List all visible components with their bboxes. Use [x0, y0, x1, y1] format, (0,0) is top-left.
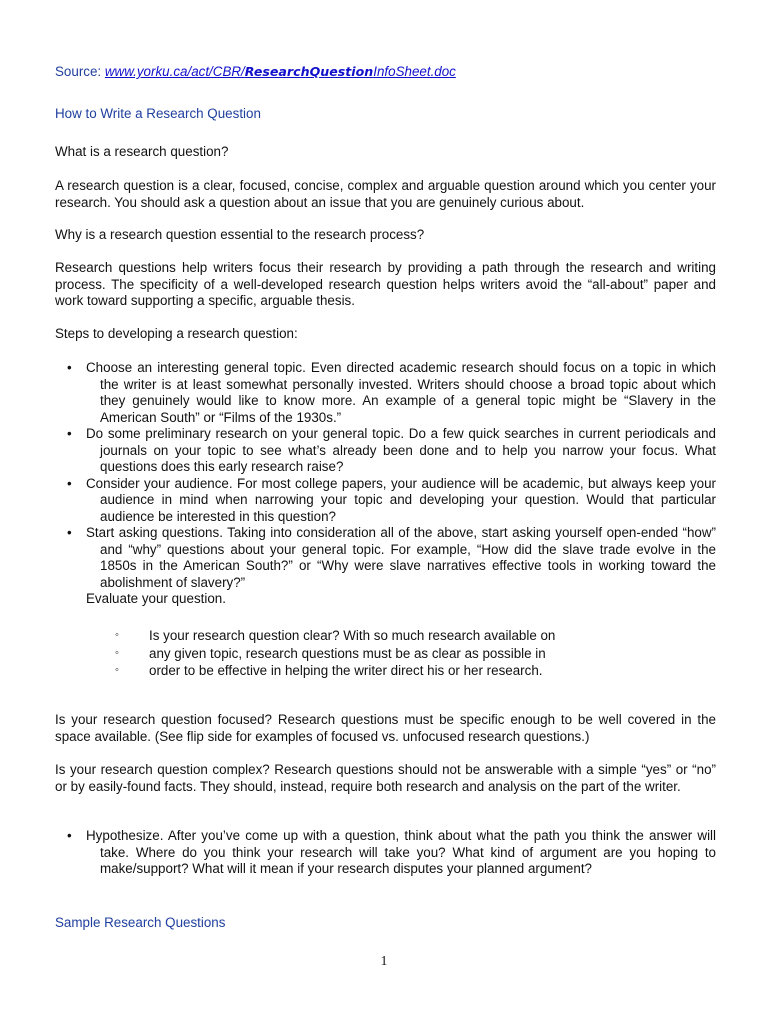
bullet-icon: • [67, 525, 72, 540]
page-number: 1 [380, 953, 388, 968]
hypothesize-list [55, 828, 716, 878]
list-item: ◦ any given topic, research questions must be as clear as possible in [115, 645, 546, 661]
focused-paragraph: Is your research question focused? Research questions must be specific enough to be well covered in the space available. (See flip side for examples of focused vs. unfocused research questions.) [55, 712, 716, 744]
evaluate-line: Evaluate your question. [86, 591, 226, 606]
list-item: • Do some preliminary research on your general topic. Do a few quick searches in current periodicals and journals on your topic to see what’s already been done and to help you narrow your focus. What questions does this early research raise? [67, 426, 716, 474]
definition-paragraph: A research question is a clear, focused, concise, complex and arguable question around which you center your research. You should ask a question about an issue that you are genuinely curious about. [55, 178, 716, 210]
bullet-icon: • [67, 426, 72, 441]
complex-paragraph: Is your research question complex? Research questions should not be answerable with a simple “yes” or “no” or by easily-found facts. They should, instead, require both research and analysis on the part of the writer. [55, 762, 716, 794]
evaluate-list [108, 627, 708, 680]
bullet-icon: • [67, 475, 72, 491]
list-item: ◦ order to be effective in helping the writer direct his or her research. [115, 663, 543, 678]
list-item: • Consider your audience. For most college papers, your audience will be academic, but always keep your audience in mind when narrowing your topic and developing your question. Would that particular audience be interested in this question? [67, 475, 716, 524]
circle-bullet-icon: ◦ [115, 646, 119, 659]
list-item: • Choose an interesting general topic. Even directed academic research should focus on a topic in which the writer is at least somewhat personally invested. Writers should choose a broad topic about which they genuinely would like to know more. An example of a general topic might be “Slavery in the American South” or “Films of the 1930s.” [67, 360, 716, 425]
purpose-paragraph: Research questions help writers focus their research by providing a path through the research and writing process. The specificity of a well-developed research question helps writers avoid the “all-about” paper and work toward supporting a specific, arguable thesis. [55, 260, 716, 308]
bullet-icon: • [67, 360, 72, 375]
list-item: ◦ Is your research question clear? With so much research available on [115, 628, 556, 643]
list-item: • Hypothesize. After you’ve come up with a question, think about what the path you think the answer will take. Where do you think your research will take you? What kind of argument are you hoping to make/support? What will it mean if your research disputes your planned argument? [67, 828, 716, 876]
steps-list [55, 360, 716, 608]
source-link[interactable]: www.yorku.ca/act/CBR/ResearchQuestionInfoSheet.doc [104, 64, 456, 79]
list-item: • Start asking questions. Taking into consideration all of the above, start asking yourself open-ended “how” and “why” questions about your general topic. For example, “How did the slave trade evolve in the 1850s in the American South?” or “Why were slave narratives effective tools in working toward the abolishment of slavery?” Evaluate your question. [67, 525, 716, 606]
source-label: Source: [55, 64, 105, 79]
source-line [55, 64, 716, 81]
steps-heading: Steps to developing a research question: [55, 326, 298, 341]
question-what-is: What is a research question? [55, 144, 229, 159]
question-why-essential: Why is a research question essential to the research process? [55, 227, 425, 242]
bullet-icon: • [67, 828, 72, 843]
circle-bullet-icon: ◦ [115, 629, 119, 641]
sample-questions-heading: Sample Research Questions [55, 915, 226, 930]
page-title: How to Write a Research Question [55, 106, 261, 121]
circle-bullet-icon: ◦ [115, 664, 119, 676]
